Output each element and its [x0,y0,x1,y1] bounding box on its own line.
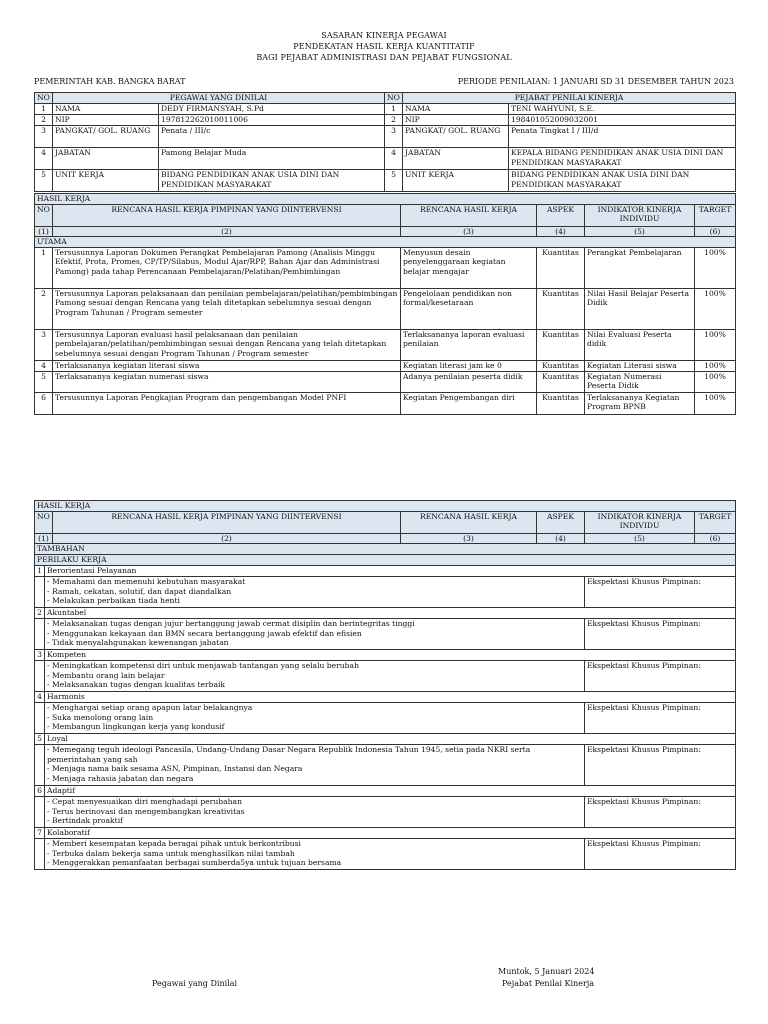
perilaku-item-header [35,650,736,661]
perilaku-point: pemerintahan yang sah [47,754,138,764]
row-number: 4 [35,692,45,703]
field-label: PANGKAT/ GOL. RUANG [53,126,159,148]
pegawai-rank: Penata / III/c [159,126,385,148]
perilaku-point: - Membantu orang lain belajar [47,670,165,680]
perilaku-point: - Memberi kesempatan kepada beragai pihak untuk berkontribusi [47,839,301,849]
perilaku-item-body [35,661,736,692]
col-aspek: ASPEK [537,511,585,533]
identity-row [35,104,736,115]
indikator-cell: Nilai Hasil Belajar Peserta Didik [585,288,695,329]
pejabat-position: KEPALA BIDANG PENDIDIKAN ANAK USIA DINI DAN PENDIDIKAN MASYARAKAT [509,148,736,170]
col-rencana-pimpinan: RENCANA HASIL KERJA PIMPINAN YANG DIINTERVENSI [53,511,401,533]
ekspektasi-cell: Ekspektasi Khusus Pimpinan: [585,797,736,828]
row-number: 7 [35,828,45,839]
row-number: 1 [385,104,403,115]
row-number: 3 [35,650,45,661]
perilaku-list [35,566,736,870]
row-number: 2 [35,608,45,619]
government-label: PEMERINTAH KAB. BANGKA BARAT [34,77,186,86]
col-indikator: INDIKATOR KINERJA INDIVIDU [585,511,695,533]
perilaku-point: - Tidak menyalahgunakan kewenangan jabatan [47,638,229,648]
field-label: NAMA [53,104,159,115]
perilaku-point: - Menjaga rahasia jabatan dan negara [47,773,194,783]
blank-cell [35,619,45,650]
perilaku-item-body [35,577,736,608]
pegawai-header: PEGAWAI YANG DINILAI [53,93,385,104]
perilaku-item-body [35,839,736,870]
row-number: 1 [35,566,45,577]
rencana-cell: Terlaksananya laporan evaluasi penilaian [401,329,537,360]
indikator-cell: Kegiatan Literasi siswa [585,360,695,371]
table-row [35,329,736,360]
col-no: NO [385,93,403,104]
col-number: (6) [695,226,736,237]
pejabat-nip: 198401052009032001 [509,115,736,126]
hasil-kerja-tambahan-table [34,500,736,870]
aspek-cell: Kuantitas [537,360,585,371]
row-number: 2 [35,288,53,329]
row-number: 5 [35,734,45,745]
perilaku-points [45,703,585,734]
perilaku-point: - Meningkatkan kompetensi diri untuk menjawab tantangan yang selalu berubah [47,661,359,671]
perilaku-point: - Memegang teguh ideologi Pancasila, Undang-Undang Dasar Negara Republik Indonesia Tahun 1945, setia pada NKRI serta [47,745,531,755]
row-number: 3 [35,126,53,148]
hasil-kerja-table [34,193,736,415]
perilaku-item-body [35,703,736,734]
field-label: NIP [53,115,159,126]
row-number: 2 [385,115,403,126]
row-number: 3 [385,126,403,148]
pejabat-rank: Penata Tingkat I / III/d [509,126,736,148]
perilaku-title: Loyal [45,734,736,745]
col-indikator: INDIKATOR KINERJA INDIVIDU [585,204,695,226]
perilaku-item-header [35,828,736,839]
field-label: JABATAN [53,148,159,170]
perilaku-item-header [35,734,736,745]
col-number: (1) [35,226,53,237]
field-label: JABATAN [403,148,509,170]
target-cell: 100% [695,247,736,288]
perilaku-point: - Memahami dan memenuhi kebutuhan masyarakat [47,577,246,587]
doc-title-line-2: PENDEKATAN HASIL KERJA KUANTITATIF [293,42,475,51]
perilaku-points [45,661,585,692]
perilaku-points [45,797,585,828]
indikator-cell: Nilai Evaluasi Peserta didik [585,329,695,360]
col-number: (5) [585,226,695,237]
target-cell: 100% [695,329,736,360]
row-number: 4 [35,360,53,371]
perilaku-title: Kolaboratif [45,828,736,839]
perilaku-points [45,577,585,608]
target-cell: 100% [695,371,736,392]
doc-title-line-3: BAGI PEJABAT ADMINISTRASI DAN PEJABAT FUNGSIONAL [256,53,512,62]
perilaku-point: - Menggerakkan pemanfaatan berbagai sumberda5ya untuk tujuan bersama [47,858,342,868]
perilaku-item-body [35,797,736,828]
col-no: NO [35,93,53,104]
field-label: NIP [403,115,509,126]
ekspektasi-cell: Ekspektasi Khusus Pimpinan: [585,839,736,870]
rencana-pimpinan-cell: Tersusunnya Laporan evaluasi hasil pelaksanaan dan penilaian pembelajaran/pelatihan/pembimbingan sesuai dengan Rencana yang telah ditetapkan sebelumnya sesuai dengan Program Tahunan / Program semester [53,329,401,360]
indikator-cell: Perangkat Pembelajaran [585,247,695,288]
table-row [35,371,736,392]
identity-table [34,92,736,192]
table-row [35,360,736,371]
identity-row [35,126,736,148]
perilaku-point: - Menjaga nama baik sesama ASN, Pimpinan, Instansi dan Negara [47,764,303,774]
pegawai-position: Pamong Belajar Muda [159,148,385,170]
table-row [35,392,736,414]
table-row [35,288,736,329]
row-number: 5 [385,170,403,192]
col-number: (5) [585,533,695,544]
rencana-cell: Menyusun desain penyelenggaraan kegiatan belajar mengajar [401,247,537,288]
aspek-cell: Kuantitas [537,329,585,360]
row-number: 4 [385,148,403,170]
ekspektasi-cell: Ekspektasi Khusus Pimpinan: [585,703,736,734]
rencana-cell: Kegiatan Pengembangan diri [401,392,537,414]
field-label: UNIT KERJA [403,170,509,192]
perilaku-item-body [35,745,736,786]
perilaku-point: - Bertindak proaktif [47,816,123,826]
field-label: NAMA [403,104,509,115]
col-rencana: RENCANA HASIL KERJA [401,511,537,533]
pegawai-name: DEDY FIRMANSYAH, S.Pd [159,104,385,115]
perilaku-title: Akuntabel [45,608,736,619]
col-number: (2) [53,226,401,237]
col-rencana: RENCANA HASIL KERJA [401,204,537,226]
perilaku-item-body [35,619,736,650]
perilaku-points [45,619,585,650]
col-number: (6) [695,533,736,544]
rencana-pimpinan-cell: Terlaksananya kegiatan literasi siswa [53,360,401,371]
perilaku-title: Adaptif [45,786,736,797]
blank-cell [35,745,45,786]
col-aspek: ASPEK [537,204,585,226]
col-no: NO [35,204,53,226]
rencana-pimpinan-cell: Tersusunnya Laporan Pengkajian Program dan pengembangan Model PNFI [53,392,401,414]
rencana-pimpinan-cell: Tersusunnya Laporan pelaksanaan dan penilaian pembelajaran/pelatihan/pembimbingan Pamong sesuai dengan Rencana yang telah ditetapkan sebelumnya sesuai dengan Program Tahunan / Program semester [53,288,401,329]
perilaku-item-header [35,786,736,797]
utama-label: UTAMA [35,237,736,248]
col-number: (1) [35,533,53,544]
row-number: 3 [35,329,53,360]
aspek-cell: Kuantitas [537,371,585,392]
pegawai-unit: BIDANG PENDIDIKAN ANAK USIA DINI DAN PENDIDIKAN MASYARAKAT [159,170,385,192]
col-number: (3) [401,533,537,544]
ekspektasi-cell: Ekspektasi Khusus Pimpinan: [585,745,736,786]
rencana-cell: Kegiatan literasi jam ke 0 [401,360,537,371]
perilaku-point: - Ramah, cekatan, solutif, dan dapat diandalkan [47,586,232,596]
perilaku-title: Kompeten [45,650,736,661]
perilaku-title: Berorientasi Pelayanan [45,566,736,577]
perilaku-point: - Terbuka dalam bekerja sama untuk menghasilkan nilai tambah [47,848,295,858]
hasil-kerja-label: HASIL KERJA [35,194,736,205]
ekspektasi-cell: Ekspektasi Khusus Pimpinan: [585,661,736,692]
perilaku-point: - Melaksanakan tugas dengan jujur bertanggung jawab cermat disiplin dan berintegritas tinggi [47,619,415,629]
identity-row [35,170,736,192]
col-no: NO [35,511,53,533]
field-label: PANGKAT/ GOL. RUANG [403,126,509,148]
perilaku-point: - Melaksanakan tugas dengan kualitas terbaik [47,680,226,690]
row-number: 6 [35,786,45,797]
target-cell: 100% [695,360,736,371]
row-number: 5 [35,371,53,392]
field-label: UNIT KERJA [53,170,159,192]
identity-row [35,148,736,170]
doc-title-line-1: SASARAN KINERJA PEGAWAI [321,31,447,40]
blank-cell [35,661,45,692]
perilaku-title: Harmonis [45,692,736,703]
perilaku-point: - Melakukan perbaikan tiada henti [47,596,180,606]
perilaku-point: - Menggunakan kekayaan dan BMN secara bertanggung jawab efektif dan efisien [47,628,362,638]
rencana-cell: Pengelolaan pendidikan non formal/kesetaraan [401,288,537,329]
perilaku-item-header [35,566,736,577]
ekspektasi-cell: Ekspektasi Khusus Pimpinan: [585,619,736,650]
hasil-kerja-label: HASIL KERJA [35,501,736,512]
pegawai-nip: 197812262010011006 [159,115,385,126]
rencana-cell: Adanya penilaian peserta didik [401,371,537,392]
col-number: (3) [401,226,537,237]
perilaku-point: - Terus berinovasi dan mengembangkan kreativitas [47,806,245,816]
aspek-cell: Kuantitas [537,392,585,414]
target-cell: 100% [695,392,736,414]
pejabat-unit: BIDANG PENDIDIKAN ANAK USIA DINI DAN PENDIDIKAN MASYARAKAT [509,170,736,192]
ekspektasi-cell: Ekspektasi Khusus Pimpinan: [585,577,736,608]
col-rencana-pimpinan: RENCANA HASIL KERJA PIMPINAN YANG DIINTERVENSI [53,204,401,226]
pegawai-signature-label: Pegawai yang Dinilai [152,979,238,988]
perilaku-point: - Suka menolong orang lain [47,712,154,722]
perilaku-item-header [35,608,736,619]
col-target: TARGET [695,204,736,226]
period-label: PERIODE PENILAIAN: 1 JANUARI SD 31 DESEMBER TAHUN 2023 [457,77,734,86]
pejabat-header: PEJABAT PENILAI KINERJA [403,93,736,104]
perilaku-point: - Menghargai setiap orang apapun latar belakangnya [47,703,253,713]
perilaku-points [45,839,585,870]
blank-cell [35,839,45,870]
perilaku-points [45,745,585,786]
perilaku-kerja-label: PERILAKU KERJA [35,555,736,566]
target-cell: 100% [695,288,736,329]
col-number: (4) [537,226,585,237]
table-row [35,247,736,288]
aspek-cell: Kuantitas [537,247,585,288]
identity-row [35,115,736,126]
place-date: Muntok, 5 Januari 2024 [498,967,595,976]
tambahan-label: TAMBAHAN [35,544,736,555]
row-number: 1 [35,247,53,288]
perilaku-point: - Cepat menyesuaikan diri menghadapi perubahan [47,797,242,807]
col-number: (2) [53,533,401,544]
aspek-cell: Kuantitas [537,288,585,329]
blank-cell [35,797,45,828]
pejabat-signature-label: Pejabat Penilai Kinerja [502,979,595,988]
perilaku-item-header [35,692,736,703]
blank-cell [35,577,45,608]
pejabat-name: TENI WAHYUNI, S.E. [509,104,736,115]
indikator-cell: Terlaksananya Kegiatan Program BPNB [585,392,695,414]
blank-cell [35,703,45,734]
indikator-cell: Kegiatan Numerasi Peserta Didik [585,371,695,392]
rencana-pimpinan-cell: Tersusunnya Laporan Dokumen Perangkat Pembelajaran Pamong (Analisis Minggu Efektif, Prota, Promes, CP/TP/Silabus, Modul Ajar/RPP, Bahan Ajar dan Administrasi Pamong) pada tahap Perencanaan Pembelajaran/Pelatihan/Pembimbingan [53,247,401,288]
col-number: (4) [537,533,585,544]
perilaku-point: - Membangun lingkungan kerja yang kondusif [47,722,225,732]
row-number: 1 [35,104,53,115]
rencana-pimpinan-cell: Terlaksananya kegiatan numerasi siswa [53,371,401,392]
row-number: 5 [35,170,53,192]
col-target: TARGET [695,511,736,533]
row-number: 6 [35,392,53,414]
row-number: 4 [35,148,53,170]
row-number: 2 [35,115,53,126]
